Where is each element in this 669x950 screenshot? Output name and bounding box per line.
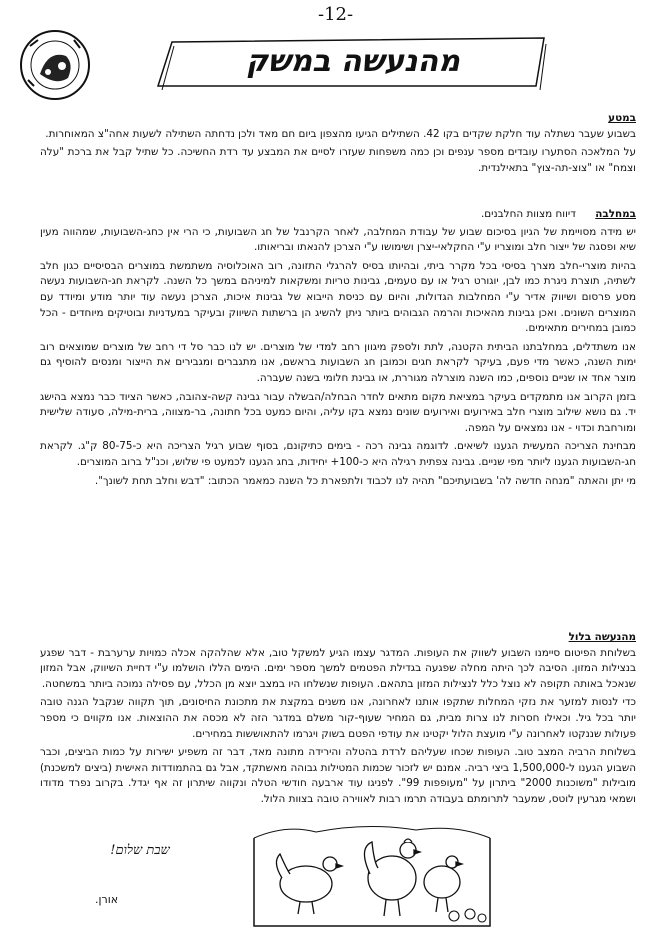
rooster-icon (364, 839, 420, 916)
paragraph: בזמן הקרוב אנו מתמקדים בעיקר במציאת מקום מתאים לחדר הבחלה/הבשלה עבור גבינה קשה-צהובה, כאשר הציוד כבר נמצא בהישג יד. גם נושא שילוב מוצרי חלב באירועים ואירועים שונים נמצא בקו עליה, והיום כמעט בכל חתונה, בר-מצווה, ברית-מילה, סעודה שלישית ומורחבת וכדוי - אנו נמצאים על המפה. (40, 390, 636, 434)
paragraph: כדי לנסות למזער את נזקי המחלות שתקפו אותנו לאחרונה, אנו משנים במקצת את מתכונת החיסונים, תוך תקווה שנקבל הגנה טובה יותר בכל גיל. וכאילו חסרות לנו צרות מבית, גם המחיר שעוף-קור משלם במדגר הזה לא מכסה את ההוצאות. אנו מקווים כי מספר פעולות שננקטו לאחרונה ע"י מועצת הלול יקטינו את עודפי הפטם בשוק ויגרמו להתאוששות במחירים. (40, 696, 636, 740)
chick-icon (449, 909, 486, 922)
paragraph: אנו משתדלים, במחלבתנו הביתית הקטנה, לתת ולספק מיגוון רחב למדי של מוצרים. יש לנו כבר סל די רחב של מוצרים שמוצאים רוב ימות השנה, כאשר מדי פעם, בעיקר לקראת חגים וכמובן חג השבועות בראשם, אנו מתגברים ומגבירים את הייצור ומנסים להוסיף גם מוצר אחד או שניים נוספים, כמו השנה מוצרלה מגוררת, או גבינת חלומי בשנה שעברה. (40, 340, 636, 384)
paragraph: מבחינת הצריכה המעשית הגענו לשיאים. לדוגמה גבינה רכה - בימים כתיקונם, בסוף שבוע רגיל הצריכה היא כ-80-75 ק"ג. לקראת חג-השבועות הגענו ליותר מפי שניים. גבינה צפתית רגילה היא כ-100+ יחידות, בחג הגענו לכמעט פי שלוש, וכנ"ל ברוב המוצרים. (40, 440, 636, 468)
author-name: אורן. (95, 893, 119, 906)
section-heading: מהנעשה בלול (568, 631, 636, 643)
paragraph: בשבוע שעבר נשתלה עוד חלקת שקדים בקו 42. השתילים הגיעו מהצפון ביום חם מאד ולכן נדחתה השתילה לשעות אחה"צ המאוחרות. (45, 127, 636, 140)
paragraph: מי יתן והאתה "מנחה חדשה לה' בשבועתיכם" תהיה לנו לכבוד ולתפארת כל השנה כמאמר הכתוב: "דבש וחלב תחת לשונך". (94, 474, 636, 487)
greeting-text: שבת שלום! (110, 843, 170, 858)
section-subheading: דיווח מצוות החלבנים. (480, 208, 576, 220)
paragraph: בהיות מוצרי-חלב מצרך בסיסי בכל מקרר ביתי, ובהיותו בסיס להרגלי התזונה, רוב האוכלוסיה משתמשת במוצרים הבסיסיים כגון חלב לשתיה, תוצרת ניגרת כמו לבן, יוגורט רגיל או עם טעמים, גבינות טריות ומשקאות למיניהם במשך כל השנה. לקראת חג-השבועות נעשה מסע פרסום ושיווק אדיר ע"י המחלבות הגדולות, והיום עם כניסת הייבוא של גבינות איכות, הצרכן נעשה עוד יותר מודע ומיודד עם המוצרים השונים. ואכן גבינות מהאיכות והרמה הגבוהים ביותר ניתן להשיג הן ברשתות השיווק ובעיקר במעדניות ובוטיקים מיוחדים - הכל כמובן במחירים מתאימים. (40, 259, 636, 335)
hen-icon (424, 856, 462, 912)
paragraph: יש מידה מסויימת של הגיון בסיכום שבוע של עבודת המחלבה, לאחר הקרנבל של חג השבועות, כי הרי אין כחג-השבועות, שמהווה מעין שיא ופסגה של ייצור חלב ומוצריו ע"י החקלאי-יצרן ושימושו ע"י הצרכן להנאתו ובריאותו. (40, 225, 636, 254)
paragraph: על המלאכה הסתערו עובדים מספר ענפים וכן כמה משפחות שעזרו לסיים את המבצע עד רדת החשיכה. כל שתיל קבל את ברכת "עלה וצמח" או "צוצ-תה-צוץ" בתאילנדית. (40, 146, 636, 174)
hen-icon (276, 854, 342, 914)
section-poultry (40, 630, 636, 811)
banner-title: מהנעשה במשק (246, 44, 460, 79)
section-heading: במחלבה (595, 208, 636, 220)
paragraph: בשלוחת הפיטום סיימנו השבוע לשווק את העופות. המדגר עצמו הגיע למשקל טוב, אלא שהלהקה אכלה כמויות ערערבת - דבר שפגע בנצילות המזון. הסיבה לכך היתה מחלה שפגעה בגדילת הפטמים למשך מספר ימים. הימים הללו הושלמו ע"י דחיית השיווק, אבל המזון שנאכל באותה תקופה לא נוצל כלל לנצילות המזון בתהאם. העופות שנשלחו היו במצב יוצא מן הכלל, עם פסילה נמוכה ביותר במשחטה. (40, 646, 636, 690)
section-orchard (40, 111, 636, 179)
newsletter-banner (148, 32, 548, 96)
chickens-illustration (246, 818, 494, 938)
page-number: -12- (318, 4, 354, 25)
signature-greeting (100, 842, 180, 872)
section-dairy (40, 207, 636, 492)
section-heading: במטע (608, 112, 636, 124)
paragraph: בשלוחת הרביה המצב טוב. העופות שכחו שעליהם לרדת בהטלה והירידה מתונה מאד, דבר זה משפיע ישירות על כמות הביצים, וכבר השבוע הגענו ל-1,500,000 ביצי רביה. אמנם יש לזכור שכמות המטילות גבוהה מאשתקד, אבל גם בהתמודדות האישית (ביצים למשכנת) מובילות "משוכנות 2000" ביתרון על "מעופפות 99". לפניגו עוד ארבעה חודשי הטלה ונקווה שיתרון זה אף יגדל. בקרוב נפרד מדודו ושמאי מגרעין לוטס, שמעבר לתרומתם בעבודה תרמו רבות לאווירה טובה בצוות הלול. (40, 746, 636, 805)
kibbutz-logo (18, 28, 92, 102)
